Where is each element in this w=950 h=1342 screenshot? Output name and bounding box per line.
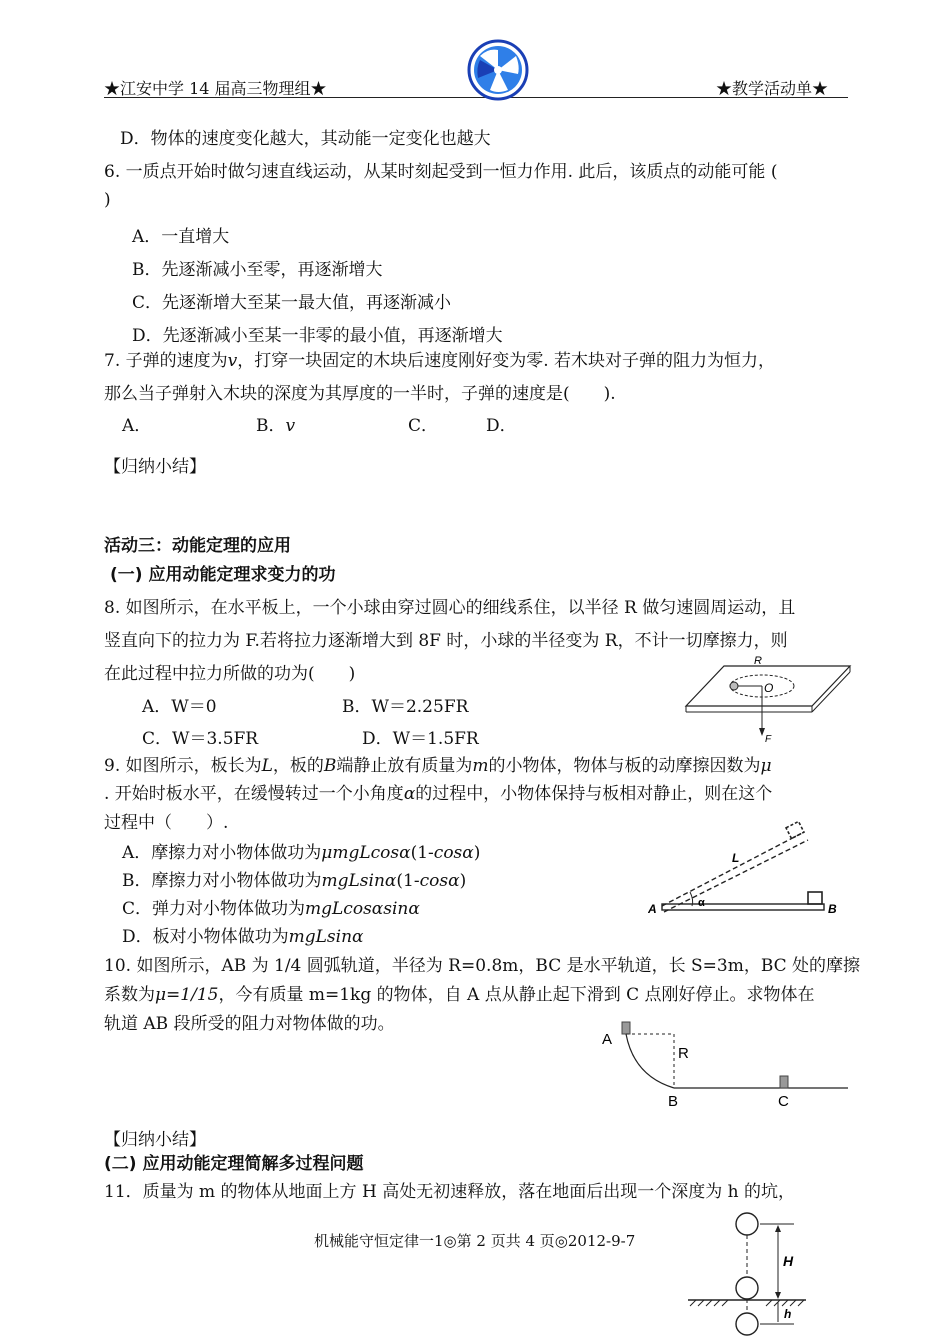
q8-option-c: C．W＝3.5FR [142, 729, 259, 749]
q9-option-a [122, 838, 480, 863]
q9-option-c [122, 894, 420, 919]
q9-L: L [261, 756, 273, 776]
q9-b-post: (1- [396, 871, 420, 891]
q9-c-pre: C．弹力对小物体做功为 [122, 899, 306, 919]
q9-stem-2 [104, 779, 772, 804]
q9-a-expr2: cosα [433, 843, 474, 863]
q9-d-pre: D．板对小物体做功为 [122, 927, 289, 947]
q9-fig-a: A [648, 902, 657, 916]
q8-fig-f: F [765, 734, 772, 742]
q9-stem-2a: . 开始时板水平，在缓慢转过一个小角度 [104, 784, 404, 804]
q10-stem-1: 10. 如图所示，AB 为 1/4 圆弧轨道，半径为 R=0.8m，BC 是水平轨道，长 S=3m，BC 处的摩擦 [104, 956, 861, 976]
q6-option-c: C．先逐渐增大至某一最大值，再逐渐减小 [132, 293, 452, 313]
school-logo [466, 38, 530, 102]
q9-stem-1c: 端静止放有质量为 [336, 756, 473, 776]
q8-stem-3: 在此过程中拉力所做的功为( ) [104, 664, 356, 684]
q9-figure [648, 820, 844, 920]
q9-stem-1 [104, 751, 772, 776]
summary-heading-2: 【归纳小结】 [104, 1130, 206, 1150]
header-left: ★江安中学 14 届高三物理组★ [104, 79, 327, 98]
q11-figure [682, 1208, 812, 1338]
q8-option-a: A．W＝0 [142, 697, 217, 717]
q9-c-expr: mgLcosαsinα [305, 899, 420, 919]
q9-b-expr2: cosα [419, 871, 460, 891]
q6-stem-2: ) [104, 190, 111, 210]
q9-a-post: (1- [410, 843, 434, 863]
q10-fig-a: A [602, 1031, 613, 1048]
q9-option-d [122, 922, 364, 947]
q7-option-b-v: v [285, 416, 296, 436]
q10-fig-b: B [668, 1093, 679, 1110]
q9-stem-1b: ，板的 [272, 756, 324, 776]
q7-option-a: A． [122, 416, 152, 436]
q5-option-d: D．物体的速度变化越大，其动能一定变化也越大 [120, 129, 491, 149]
q7-stem-1 [104, 346, 775, 371]
q9-B: B [323, 756, 337, 776]
q8-fig-o: O [764, 681, 774, 695]
q9-option-b [122, 866, 466, 891]
q8-option-d: D．W＝1.5FR [362, 729, 479, 749]
page-footer: 机械能守恒定律一1◎第 2 页共 4 页◎2012-9-7 [314, 1232, 636, 1250]
q10-fig-r: R [678, 1045, 689, 1062]
q9-a-expr: μmgLcosα [321, 843, 411, 863]
q9-b-expr: mgLsinα [321, 871, 397, 891]
q8-figure [684, 652, 854, 742]
q9-d-expr: mgLsinα [288, 927, 364, 947]
q9-stem-1a: 9. 如图所示，板长为 [104, 756, 262, 776]
q10-figure [598, 1018, 850, 1110]
header-right: ★教学活动单★ [716, 79, 829, 98]
q9-stem-2b: 的过程中，小物体保持与板相对静止，则在这个 [415, 784, 773, 804]
q10-stem-2 [104, 980, 815, 1005]
activity3-sub1: (一) 应用动能定理求变力的功 [110, 565, 336, 585]
q10-fig-c: C [778, 1093, 789, 1110]
q11-fig-h-big: H [783, 1253, 794, 1269]
q7-option-d: D． [486, 416, 517, 436]
q10-stem-2a: 系数为 [104, 985, 155, 1005]
q7-stem-1a: 7. 子弹的速度为 [104, 351, 228, 371]
q10-stem-3: 轨道 AB 段所受的阻力对物体做的功。 [104, 1014, 395, 1034]
q9-alpha: α [403, 784, 416, 804]
summary-heading-1: 【归纳小结】 [104, 457, 206, 477]
q9-stem-3: 过程中（ ）. [104, 813, 229, 833]
q7-option-b-label: B． [256, 416, 286, 436]
q9-a-end: ) [473, 843, 481, 863]
q6-option-a: A．一直增大 [132, 227, 230, 247]
q7-option-c: C． [408, 416, 439, 436]
q8-stem-2: 竖直向下的拉力为 F.若将拉力逐渐增大到 8F 时，小球的半径变为 R，不计一切摩擦力，则 [104, 631, 788, 651]
q8-fig-r: R [754, 655, 762, 667]
q7-stem-1b: ，打穿一块固定的木块后速度刚好变为零. 若木块对子弹的阻力为恒力， [237, 351, 776, 371]
q11-fig-h-small: h [784, 1307, 792, 1321]
q9-b-end: ) [459, 871, 467, 891]
q8-stem-1: 8. 如图所示，在水平板上，一个小球由穿过圆心的细线系住，以半径 R 做匀速圆周运动，且 [104, 598, 796, 618]
q7-stem-2: 那么当子弹射入木块的深度为其厚度的一半时，子弹的速度是( ). [104, 384, 616, 404]
activity3-sub2: (二) 应用动能定理简解多过程问题 [104, 1154, 364, 1174]
q9-m: m [472, 756, 489, 776]
q9-fig-alpha: α [698, 897, 705, 909]
q6-option-d: D．先逐渐减小至某一非零的最小值，再逐渐增大 [132, 326, 503, 346]
q9-mu: μ [760, 756, 772, 776]
q6-option-b: B．先逐渐减小至零，再逐渐增大 [132, 260, 383, 280]
q9-fig-b: B [828, 902, 837, 916]
q6-stem-1: 6. 一质点开始时做匀速直线运动，从某时刻起受到一恒力作用. 此后，该质点的动能可能 ( [104, 162, 778, 182]
q9-a-pre: A．摩擦力对小物体做功为 [122, 843, 322, 863]
q11-stem-1: 11．质量为 m 的物体从地面上方 H 高处无初速释放，落在地面后出现一个深度为 h 的坑， [104, 1182, 795, 1202]
q10-mu: μ=1/15 [155, 985, 219, 1005]
q8-option-b: B．W＝2.25FR [342, 697, 469, 717]
q9-fig-l: L [732, 851, 740, 865]
q9-b-pre: B．摩擦力对小物体做功为 [122, 871, 322, 891]
q10-stem-2b: ，今有质量 m=1kg 的物体，自 A 点从静止起下滑到 C 点刚好停止。求物体在 [218, 985, 815, 1005]
q7-option-b [256, 411, 295, 436]
activity3-title: 活动三：动能定理的应用 [104, 536, 291, 556]
q7-v: v [227, 351, 238, 371]
q9-stem-1d: 的小物体，物体与板的动摩擦因数为 [488, 756, 761, 776]
